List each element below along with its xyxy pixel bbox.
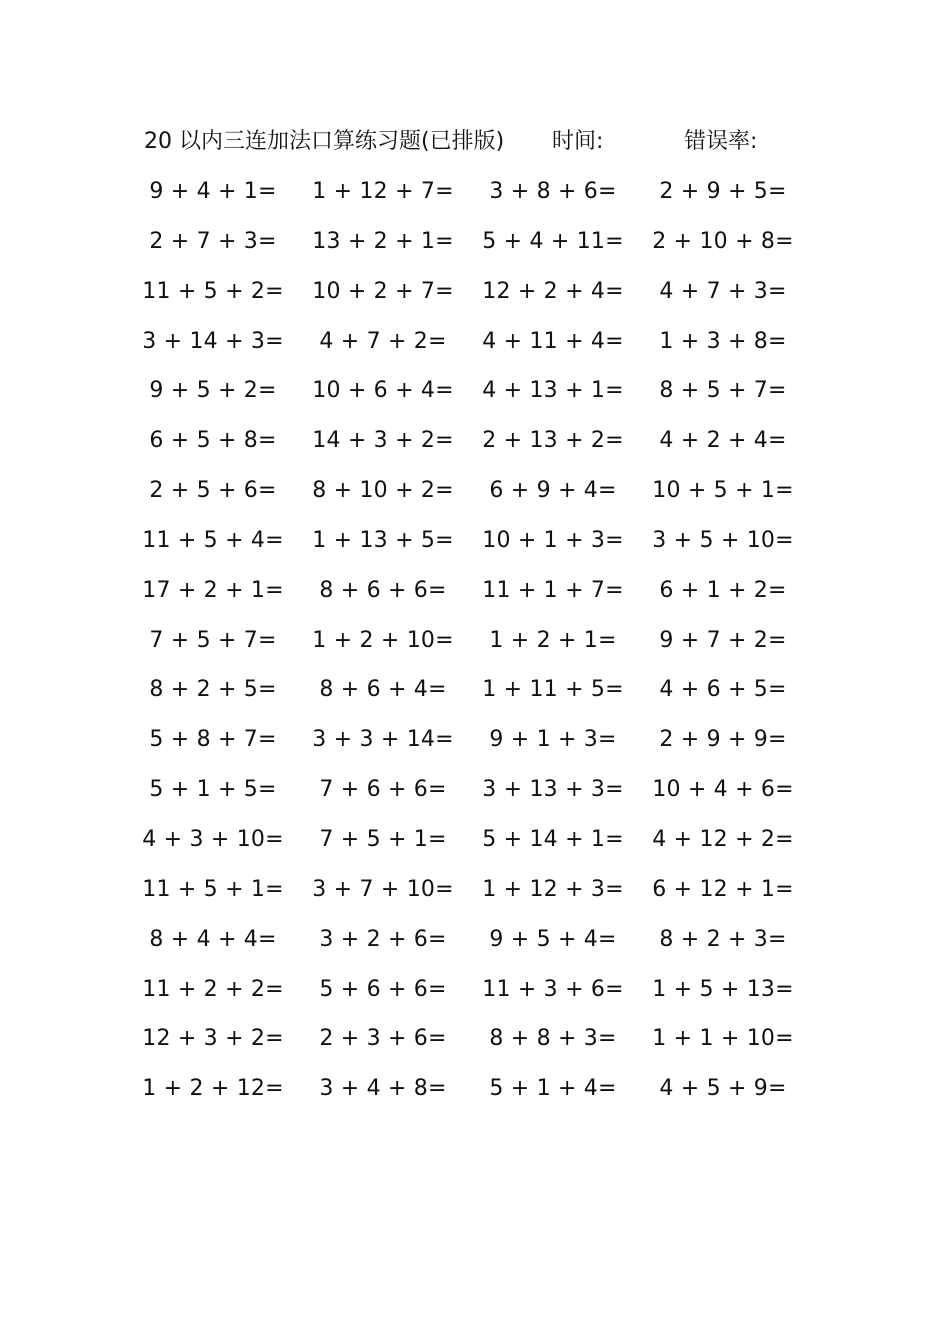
arithmetic-problem: 11 + 1 + 7= bbox=[482, 577, 624, 603]
arithmetic-problem: 8 + 2 + 3= bbox=[659, 926, 787, 952]
arithmetic-problem: 5 + 14 + 1= bbox=[482, 826, 624, 852]
arithmetic-problem: 3 + 8 + 6= bbox=[489, 179, 617, 204]
arithmetic-problem: 3 + 7 + 10= bbox=[312, 876, 454, 902]
arithmetic-problem: 2 + 3 + 6= bbox=[319, 1026, 447, 1052]
arithmetic-problem: 2 + 9 + 9= bbox=[659, 727, 787, 753]
arithmetic-problem: 2 + 9 + 5= bbox=[659, 179, 787, 204]
arithmetic-problem: 1 + 12 + 7= bbox=[312, 179, 454, 204]
arithmetic-problem: 1 + 1 + 10= bbox=[652, 1026, 794, 1052]
arithmetic-problem: 11 + 5 + 4= bbox=[142, 527, 284, 553]
arithmetic-problem: 6 + 1 + 2= bbox=[659, 577, 787, 603]
arithmetic-problem: 7 + 5 + 1= bbox=[319, 826, 447, 852]
arithmetic-problem: 8 + 6 + 4= bbox=[319, 677, 447, 703]
arithmetic-problem: 11 + 5 + 2= bbox=[142, 278, 284, 304]
arithmetic-problem: 9 + 4 + 1= bbox=[149, 179, 277, 204]
arithmetic-problem: 5 + 1 + 5= bbox=[149, 777, 277, 803]
arithmetic-problem: 3 + 4 + 8= bbox=[319, 1076, 447, 1102]
arithmetic-problem: 13 + 2 + 1= bbox=[312, 228, 454, 254]
arithmetic-problem: 1 + 2 + 1= bbox=[489, 627, 617, 653]
arithmetic-problem: 5 + 1 + 4= bbox=[489, 1076, 617, 1102]
arithmetic-problem: 1 + 12 + 3= bbox=[482, 876, 624, 902]
arithmetic-problem: 2 + 10 + 8= bbox=[652, 228, 794, 254]
arithmetic-problem: 10 + 6 + 4= bbox=[312, 378, 454, 404]
arithmetic-problem: 10 + 2 + 7= bbox=[312, 278, 454, 304]
arithmetic-problem: 3 + 5 + 10= bbox=[652, 527, 794, 553]
arithmetic-problem: 9 + 1 + 3= bbox=[489, 727, 617, 753]
arithmetic-problem: 4 + 13 + 1= bbox=[482, 378, 624, 404]
arithmetic-problem: 4 + 7 + 3= bbox=[659, 278, 787, 304]
arithmetic-problem: 8 + 10 + 2= bbox=[312, 478, 454, 504]
arithmetic-problem: 8 + 4 + 4= bbox=[149, 926, 277, 952]
arithmetic-problem: 5 + 4 + 11= bbox=[482, 228, 624, 254]
arithmetic-problem: 3 + 13 + 3= bbox=[482, 777, 624, 803]
arithmetic-problem: 12 + 3 + 2= bbox=[142, 1026, 284, 1052]
arithmetic-problem: 4 + 11 + 4= bbox=[482, 328, 624, 354]
arithmetic-problem: 8 + 6 + 6= bbox=[319, 577, 447, 603]
time-label: 时间: bbox=[552, 129, 604, 154]
arithmetic-problem: 4 + 2 + 4= bbox=[659, 428, 787, 454]
arithmetic-problem: 1 + 2 + 12= bbox=[142, 1076, 284, 1102]
arithmetic-problem: 3 + 3 + 14= bbox=[312, 727, 454, 753]
arithmetic-problem: 17 + 2 + 1= bbox=[142, 577, 284, 603]
arithmetic-problem: 12 + 2 + 4= bbox=[482, 278, 624, 304]
arithmetic-problem: 10 + 5 + 1= bbox=[652, 478, 794, 504]
arithmetic-problem: 4 + 6 + 5= bbox=[659, 677, 787, 703]
arithmetic-problem: 14 + 3 + 2= bbox=[312, 428, 454, 454]
arithmetic-problem: 8 + 5 + 7= bbox=[659, 378, 787, 404]
arithmetic-problem: 2 + 7 + 3= bbox=[149, 228, 277, 254]
arithmetic-problem: 9 + 5 + 2= bbox=[149, 378, 277, 404]
problem-grid bbox=[128, 167, 808, 1114]
arithmetic-problem: 1 + 2 + 10= bbox=[312, 627, 454, 653]
error-rate-label: 错误率: bbox=[684, 129, 758, 154]
arithmetic-problem: 1 + 13 + 5= bbox=[312, 527, 454, 553]
arithmetic-problem: 8 + 2 + 5= bbox=[149, 677, 277, 703]
arithmetic-problem: 5 + 6 + 6= bbox=[319, 976, 447, 1002]
arithmetic-problem: 6 + 9 + 4= bbox=[489, 478, 617, 504]
worksheet-header bbox=[144, 124, 784, 160]
arithmetic-problem: 8 + 8 + 3= bbox=[489, 1026, 617, 1052]
arithmetic-problem: 11 + 2 + 2= bbox=[142, 976, 284, 1002]
arithmetic-problem: 1 + 11 + 5= bbox=[482, 677, 624, 703]
arithmetic-problem: 7 + 5 + 7= bbox=[149, 627, 277, 653]
arithmetic-problem: 10 + 1 + 3= bbox=[482, 527, 624, 553]
arithmetic-problem: 1 + 3 + 8= bbox=[659, 328, 787, 354]
arithmetic-problem: 9 + 5 + 4= bbox=[489, 926, 617, 952]
arithmetic-problem: 3 + 2 + 6= bbox=[319, 926, 447, 952]
arithmetic-problem: 6 + 5 + 8= bbox=[149, 428, 277, 454]
arithmetic-problem: 3 + 14 + 3= bbox=[142, 328, 284, 354]
worksheet-title: 20 以内三连加法口算练习题(已排版) bbox=[144, 129, 505, 154]
arithmetic-problem: 1 + 5 + 13= bbox=[652, 976, 794, 1002]
arithmetic-problem: 7 + 6 + 6= bbox=[319, 777, 447, 803]
arithmetic-problem: 4 + 5 + 9= bbox=[659, 1076, 787, 1102]
arithmetic-problem: 6 + 12 + 1= bbox=[652, 876, 794, 902]
arithmetic-problem: 11 + 3 + 6= bbox=[482, 976, 624, 1002]
arithmetic-problem: 11 + 5 + 1= bbox=[142, 876, 284, 902]
arithmetic-problem: 4 + 12 + 2= bbox=[652, 826, 794, 852]
arithmetic-problem: 4 + 7 + 2= bbox=[319, 328, 447, 354]
arithmetic-problem: 2 + 5 + 6= bbox=[149, 478, 277, 504]
arithmetic-problem: 4 + 3 + 10= bbox=[142, 826, 284, 852]
arithmetic-problem: 5 + 8 + 7= bbox=[149, 727, 277, 753]
arithmetic-problem: 2 + 13 + 2= bbox=[482, 428, 624, 454]
arithmetic-problem: 9 + 7 + 2= bbox=[659, 627, 787, 653]
arithmetic-problem: 10 + 4 + 6= bbox=[652, 777, 794, 803]
